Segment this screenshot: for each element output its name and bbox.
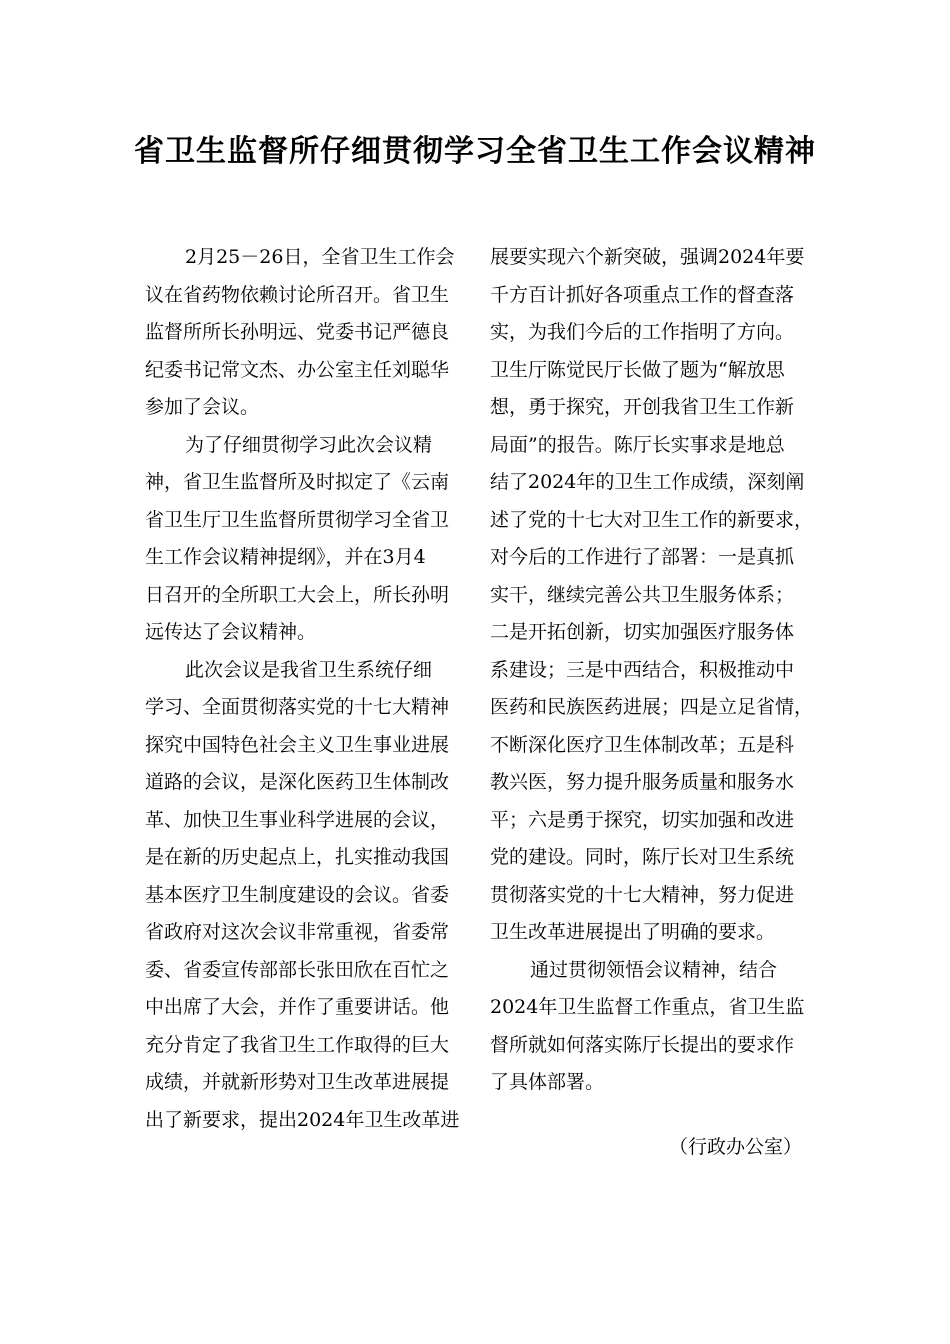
paragraph-line: 教兴医，努力提升服务质量和服务水 <box>490 771 795 793</box>
author-signature: （行政办公室） <box>668 1136 802 1158</box>
paragraph-line: 参加了会议。 <box>145 396 260 418</box>
paragraph-line: 实干，继续完善公共卫生服务体系； <box>490 583 795 606</box>
paragraph-line: 了具体部署。 <box>490 1071 605 1093</box>
paragraph-line: 二是开拓创新，切实加强医疗服务体 <box>490 621 795 643</box>
paragraph-line: 省卫生厅卫生监督所贯彻学习全省卫 <box>145 508 450 531</box>
paragraph-line: 是在新的历史起点上，扎实推动我国 <box>145 846 450 868</box>
paragraph-line: 远传达了会议精神。 <box>145 621 317 643</box>
paragraph-line: 卫生改革进展提出了明确的要求。 <box>490 921 776 943</box>
paragraph-line: 日召开的全所职工大会上，所长孙明 <box>145 583 450 606</box>
paragraph-line: 基本医疗卫生制度建设的会议。省委 <box>145 883 450 906</box>
paragraph-line: 监督所所长孙明远、党委书记严德良 <box>145 321 450 343</box>
paragraph-line: 生工作会议精神提纲》，并在3月4 <box>145 546 426 568</box>
paragraph-line: 革、加快卫生事业科学进展的会议， <box>145 808 450 831</box>
paragraph-line: 道路的会议，是深化医药卫生体制改 <box>145 771 450 793</box>
paragraph-line: 中出席了大会，并作了重要讲话。他 <box>145 996 450 1018</box>
paragraph-line: 学习、全面贯彻落实党的十七大精神 <box>145 696 450 718</box>
paragraph-line: 述了党的十七大对卫生工作的新要求， <box>490 508 814 531</box>
paragraph-line: 纪委书记常文杰、办公室主任刘聪华 <box>145 358 450 381</box>
paragraph-line: 委、省委宣传部部长张田欣在百忙之 <box>145 958 450 981</box>
paragraph-line: 为了仔细贯彻学习此次会议精 <box>185 433 433 456</box>
paragraph-line: 党的建设。同时，陈厅长对卫生系统 <box>490 846 795 868</box>
paragraph-line: 系建设；三是中西结合，积极推动中 <box>490 658 795 681</box>
paragraph-line: 探究中国特色社会主义卫生事业进展 <box>145 733 450 756</box>
paragraph-line: 贯彻落实党的十七大精神，努力促进 <box>490 883 795 906</box>
paragraph-line: 不断深化医疗卫生体制改革；五是科 <box>490 733 795 756</box>
paragraph-line: 2月25－26日，全省卫生工作会 <box>185 246 455 268</box>
paragraph-line: 此次会议是我省卫生系统仔细 <box>185 658 433 681</box>
paragraph-line: 对今后的工作进行了部署：一是真抓 <box>490 546 795 568</box>
page-title: 省卫生监督所仔细贯彻学习全省卫生工作会议精神 <box>134 134 816 169</box>
paragraph-line: 局面”的报告。陈厅长实事求是地总 <box>490 433 785 456</box>
paragraph-line: 千方百计抓好各项重点工作的督查落 <box>490 283 795 306</box>
paragraph-line: 结了2024年的卫生工作成绩，深刻阐 <box>490 471 805 493</box>
article-right-column <box>490 239 820 1102</box>
article-left-column <box>145 239 463 1139</box>
paragraph-line: 想，勇于探究，开创我省卫生工作新 <box>490 396 795 418</box>
paragraph-line: 平；六是勇于探究，切实加强和改进 <box>490 808 795 831</box>
paragraph-line: 出了新要求，提出2024年卫生改革进 <box>145 1108 460 1131</box>
paragraph-line: 实，为我们今后的工作指明了方向。 <box>490 321 795 343</box>
paragraph-line: 议在省药物依赖讨论所召开。省卫生 <box>145 283 450 306</box>
paragraph-line: 2024年卫生监督工作重点，省卫生监 <box>490 996 805 1018</box>
paragraph-line: 卫生厅陈觉民厅长做了题为“解放思 <box>490 358 785 381</box>
paragraph-line: 神，省卫生监督所及时拟定了《云南 <box>145 471 450 493</box>
paragraph-line: 成绩，并就新形势对卫生改革进展提 <box>145 1071 450 1093</box>
paragraph-line: 充分肯定了我省卫生工作取得的巨大 <box>145 1033 450 1056</box>
paragraph-line: 通过贯彻领悟会议精神，结合 <box>530 958 778 981</box>
paragraph-line: 展要实现六个新突破，强调2024年要 <box>490 246 805 268</box>
paragraph-line: 医药和民族医药进展；四是立足省情， <box>490 696 814 718</box>
paragraph-line: 督所就如何落实陈厅长提出的要求作 <box>490 1033 795 1056</box>
paragraph-line: 省政府对这次会议非常重视，省委常 <box>145 921 450 943</box>
